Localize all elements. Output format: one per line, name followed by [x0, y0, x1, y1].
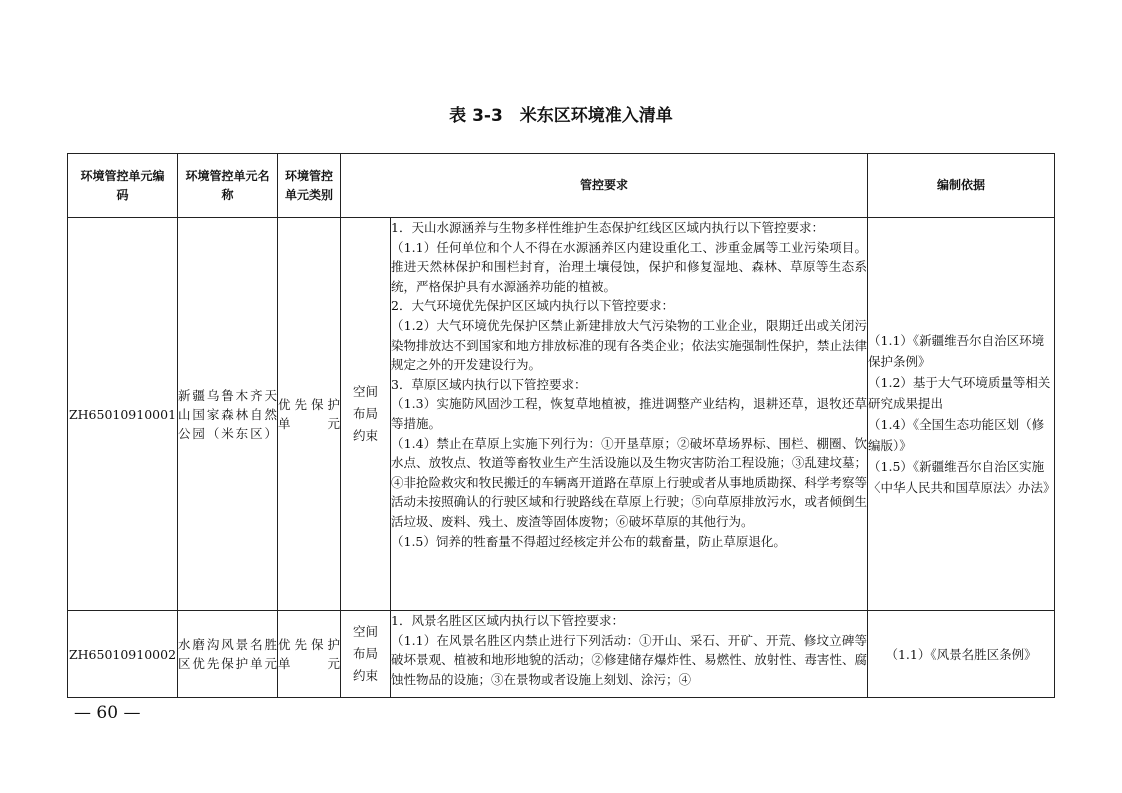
- requirement-item: 2．大气环境优先保护区区域内执行以下管控要求：: [391, 298, 674, 314]
- basis-item: （1.4）《全国生态功能区划（修编版）》: [868, 417, 1045, 453]
- requirement-item: 1．风景名胜区区域内执行以下管控要求：: [391, 613, 624, 628]
- basis-item: （1.1）《新疆维吾尔自治区环境保护条例》: [868, 333, 1045, 369]
- requirement-item: （1.4）禁止在草原上实施下列行为：①开垦草原；②破坏草场界标、围栏、棚圈、饮水点、放牧点、牧道等畜牧业生产生活设施以及生物灾害防治工程设施；③乱建坟墓；④非抢险救灾和牧民搬迁的车辆离开道路在草原上行驶或者从事地质勘探、科学考察等活动未按照确认的行驶区域和行驶路线在草原上行驶；⑤向草原排放污水，或者倾倒生活垃圾、废料、残土、废渣等固体废物；⑥破坏草原的其他行为。: [391, 435, 868, 529]
- header-requirements: 管控要求: [341, 154, 868, 218]
- page-title: 表 3-3 米东区环境准入清单: [449, 106, 673, 126]
- environment-access-table: [67, 153, 1055, 698]
- requirement-item: 1．天山水源涵养与生物多样性维护生态保护红线区区域内执行以下管控要求：: [391, 220, 824, 235]
- header-basis: 编制依据: [868, 154, 1055, 218]
- unit-name: 新疆乌鲁木齐天山国家森林自然公园（米东区）: [178, 218, 278, 611]
- header-category: 环境管控单元类别: [278, 154, 341, 218]
- unit-code: ZH65010910002: [68, 611, 178, 698]
- requirements-cell: [391, 611, 868, 698]
- basis-cell: [868, 611, 1055, 698]
- unit-subcategory: 空间布局约束: [341, 218, 391, 611]
- basis-item: （1.1）《风景名胜区条例》: [885, 646, 1037, 662]
- table-header-row: [68, 154, 1055, 218]
- basis-item: （1.5）《新疆维吾尔自治区实施〈中华人民共和国草原法〉办法》: [868, 459, 1056, 495]
- table-row: [68, 218, 1055, 611]
- unit-subcategory: 空间布局约束: [341, 611, 391, 698]
- unit-category: 优先保护单元: [278, 611, 341, 698]
- requirement-item: （1.1）在风景名胜区内禁止进行下列活动：①开山、采石、开矿、开荒、修坟立碑等破坏景观、植被和地形地貌的活动；②修建储存爆炸性、易燃性、放射性、毒害性、腐蚀性物品的设施；③在景物或者设施上刻划、涂污；④: [391, 632, 868, 687]
- page-number: — 60 —: [74, 703, 141, 723]
- table-row: [68, 611, 1055, 698]
- header-name: 环境管控单元名称: [178, 154, 278, 218]
- header-code: 环境管控单元编码: [68, 154, 178, 218]
- requirement-item: （1.3）实施防风固沙工程，恢复草地植被，推进调整产业结构，退耕还草，退牧还草等措施。: [391, 396, 868, 431]
- requirement-item: （1.2）大气环境优先保护区禁止新建排放大气污染物的工业企业，限期迁出或关闭污染物排放达不到国家和地方排放标准的现有各类企业；依法实施强制性保护，禁止法律规定之外的开发建设行为。: [391, 317, 868, 373]
- requirement-item: （1.5）饲养的牲畜量不得超过经核定并公布的载畜量，防止草原退化。: [391, 533, 786, 549]
- requirements-cell: [391, 218, 868, 611]
- unit-category: 优先保护单元: [278, 218, 341, 611]
- unit-name: 水磨沟风景名胜区优先保护单元: [178, 611, 278, 698]
- basis-item: （1.2）基于大气环境质量等相关研究成果提出: [868, 375, 1051, 411]
- requirement-item: 3．草原区域内执行以下管控要求：: [391, 376, 587, 392]
- unit-code: ZH65010910001: [68, 218, 178, 611]
- basis-cell: [868, 218, 1055, 611]
- requirement-item: （1.1）任何单位和个人不得在水源涵养区内建设重化工、涉重金属等工业污染项目。推进天然林保护和围栏封育，治理土壤侵蚀，保护和修复湿地、森林、草原等生态系统，严格保护具有水源涵养功能的植被。: [391, 239, 868, 294]
